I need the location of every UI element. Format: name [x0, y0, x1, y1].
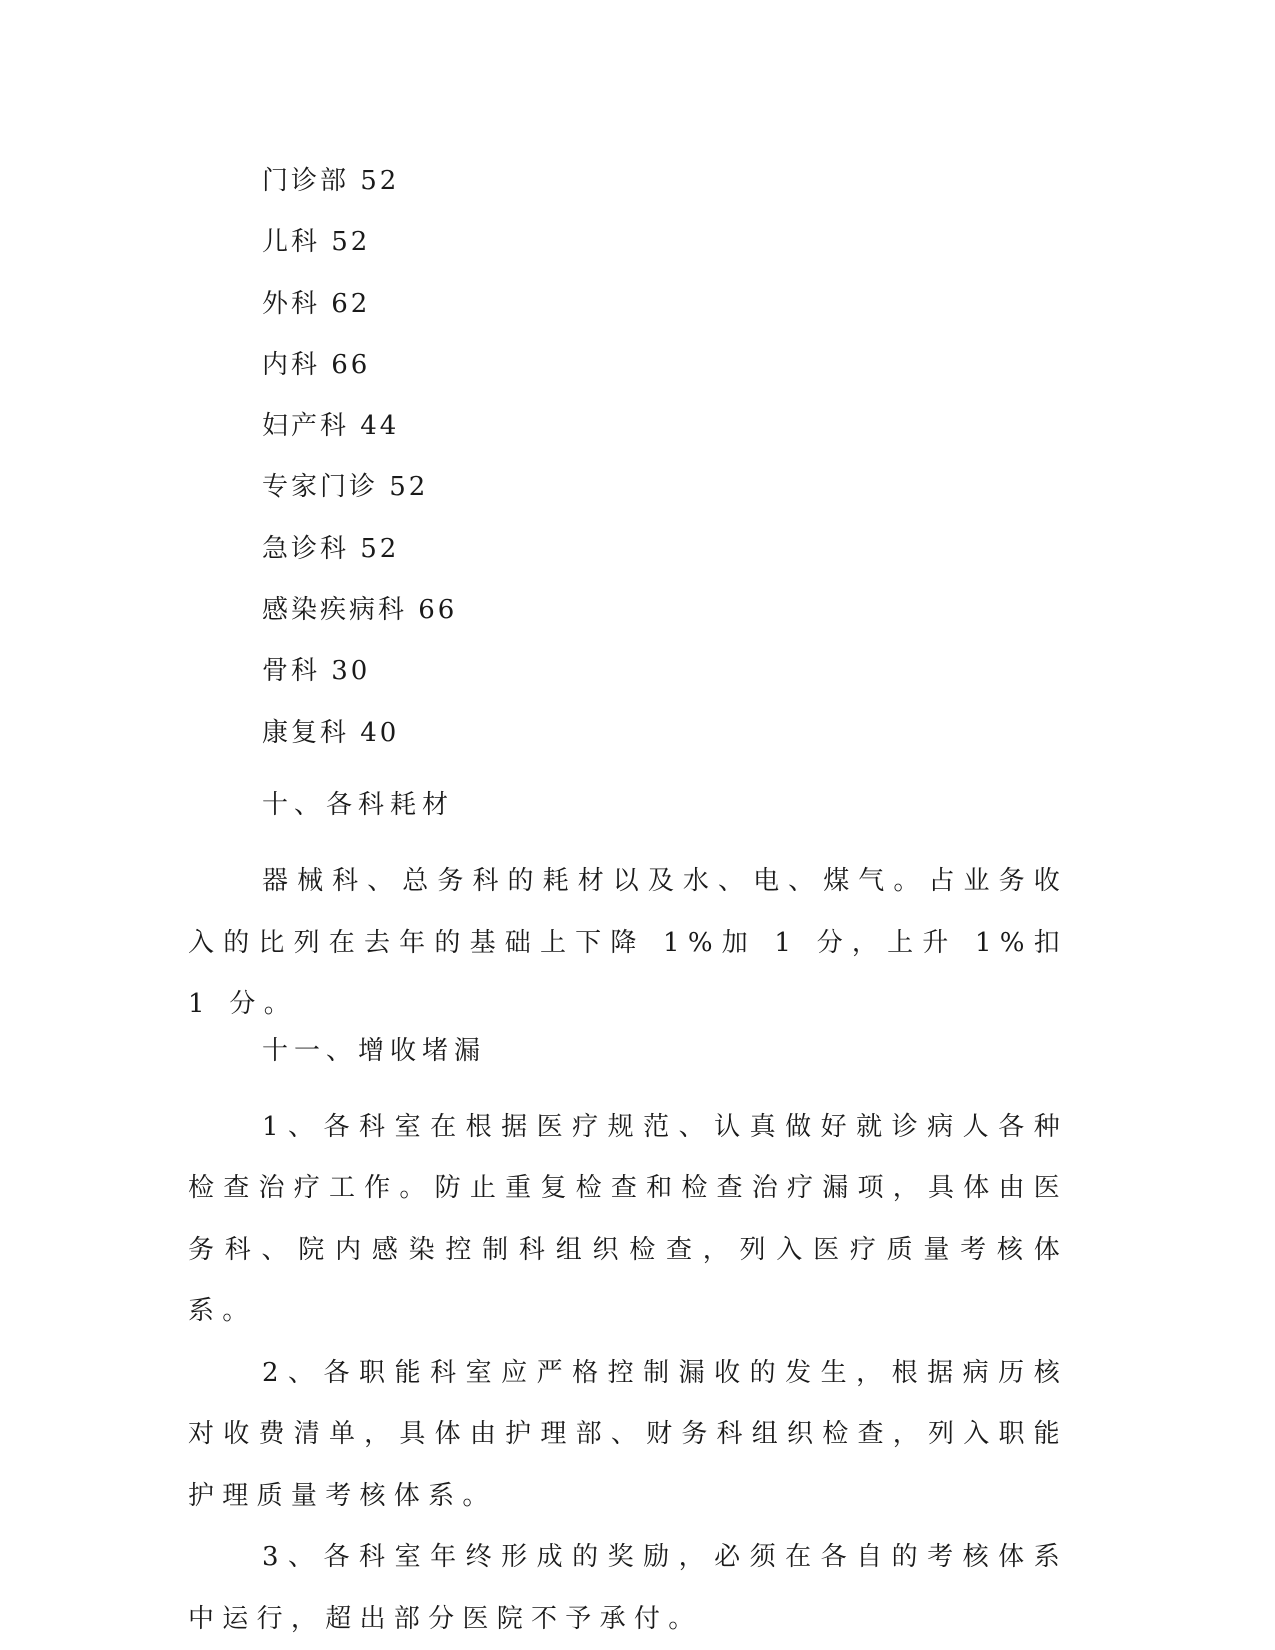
- paragraph: 1、各科室在根据医疗规范、认真做好就诊病人各种检查治疗工作。防止重复检查和检查治疗漏项，具体由医务科、院内感染控制科组织检查，列入医疗质量考核体系。: [188, 1111, 1068, 1326]
- list-item: 急诊科 52: [262, 533, 400, 564]
- list-item: 妇产科 44: [262, 411, 400, 442]
- paragraph: 器械科、总务科的耗材以及水、电、煤气。占业务收入的比列在去年的基础上下降 1%加 1 分，上升 1%扣 1 分。: [188, 866, 1068, 1019]
- section-heading: 十一、增收堵漏: [262, 1035, 487, 1066]
- list-item: 内科 66: [262, 349, 371, 380]
- section-heading: 十、各科耗材: [262, 790, 455, 820]
- paragraph: 2、各职能科室应严格控制漏收的发生，根据病历核对收费清单，具体由护理部、财务科组织检查，列入职能护理质量考核体系。: [188, 1357, 1068, 1511]
- section-consumables: [188, 790, 1068, 1036]
- document-body: [188, 790, 1068, 1650]
- list-item: 康复科 40: [262, 717, 400, 748]
- paragraph: 3、各科室年终形成的奖励，必须在各自的考核体系中运行，超出部分医院不予承付。: [188, 1542, 1068, 1634]
- list-item: 骨科 30: [262, 656, 371, 687]
- section-revenue: [188, 1036, 1068, 1650]
- list-item: 外科 62: [262, 288, 371, 319]
- department-score-list: [262, 166, 457, 779]
- list-item: 专家门诊 52: [262, 472, 429, 503]
- list-item: 门诊部 52: [262, 166, 400, 196]
- list-item: 感染疾病科 66: [262, 595, 458, 626]
- list-item: 儿科 52: [262, 227, 371, 258]
